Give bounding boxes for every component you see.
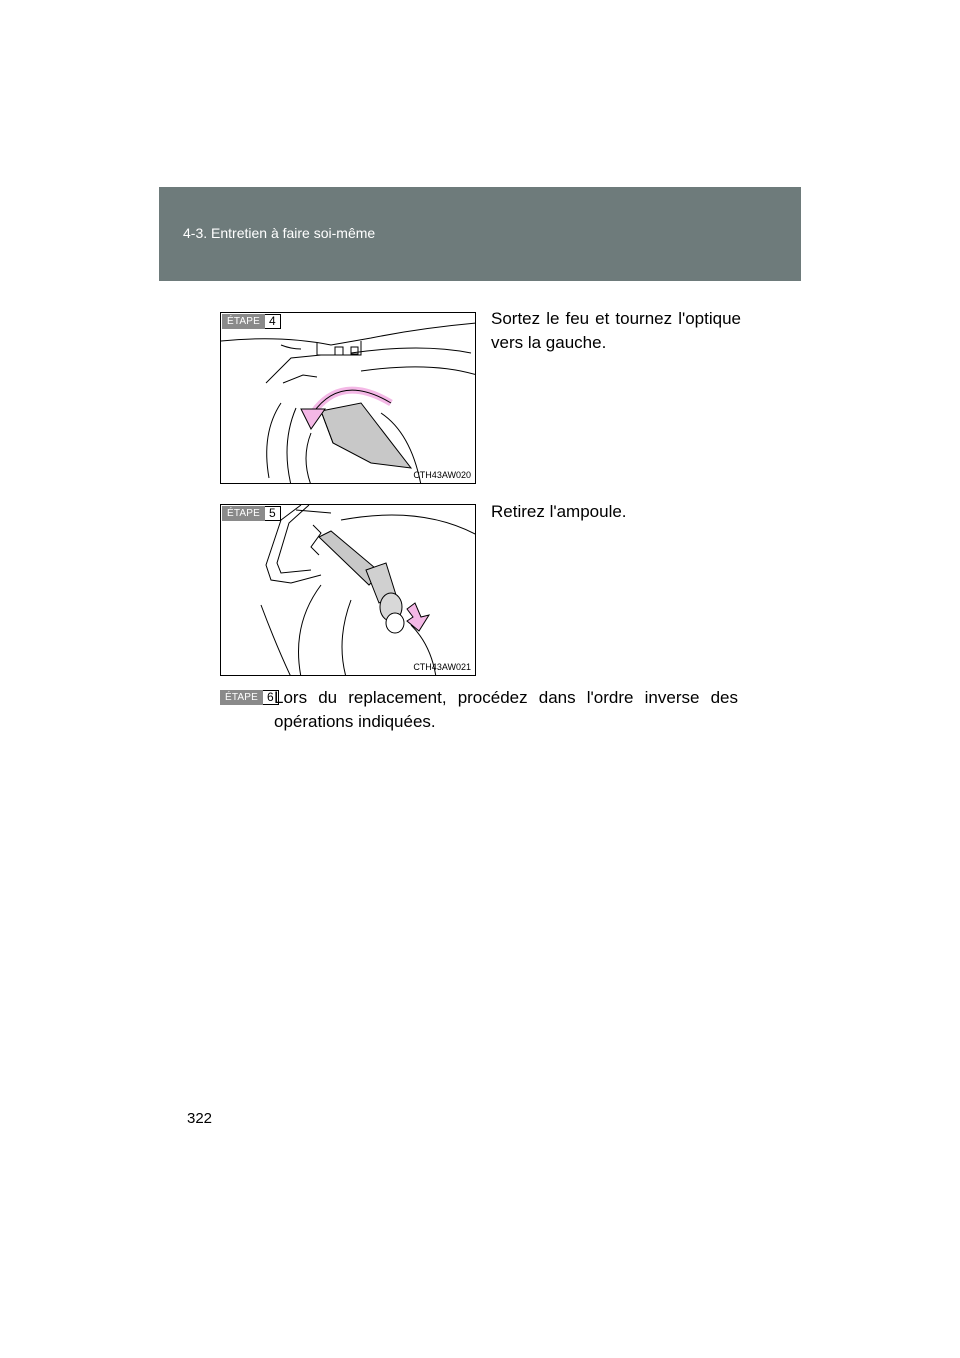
step-6-instruction: Lors du replacement, procédez dans l'ordre inverse des opérations indiquées. — [274, 688, 738, 731]
page-number: 322 — [187, 1110, 213, 1127]
step-number: 4 — [265, 314, 281, 329]
step-badge — [222, 314, 281, 329]
figure-step-5 — [220, 504, 476, 676]
step-label: ÉTAPE — [222, 506, 265, 521]
bulb-remove-illustration — [221, 505, 476, 676]
lamp-rotate-illustration — [221, 313, 476, 484]
step-badge — [220, 690, 279, 705]
step-badge — [222, 506, 281, 521]
step-number: 5 — [265, 506, 281, 521]
section-title: 4-3. Entretien à faire soi-même — [183, 225, 376, 241]
section-header — [159, 187, 801, 281]
step-label: ÉTAPE — [220, 690, 263, 705]
figure-step-4 — [220, 312, 476, 484]
step-5-instruction: Retirez l'ampoule. — [491, 502, 627, 521]
figure-code: CTH43AW020 — [413, 470, 471, 480]
figure-code: CTH43AW021 — [413, 662, 471, 672]
step-4-instruction: Sortez le feu et tournez l'optique vers la gauche. — [491, 309, 741, 352]
step-label: ÉTAPE — [222, 314, 265, 329]
step-number: 6 — [263, 690, 279, 705]
